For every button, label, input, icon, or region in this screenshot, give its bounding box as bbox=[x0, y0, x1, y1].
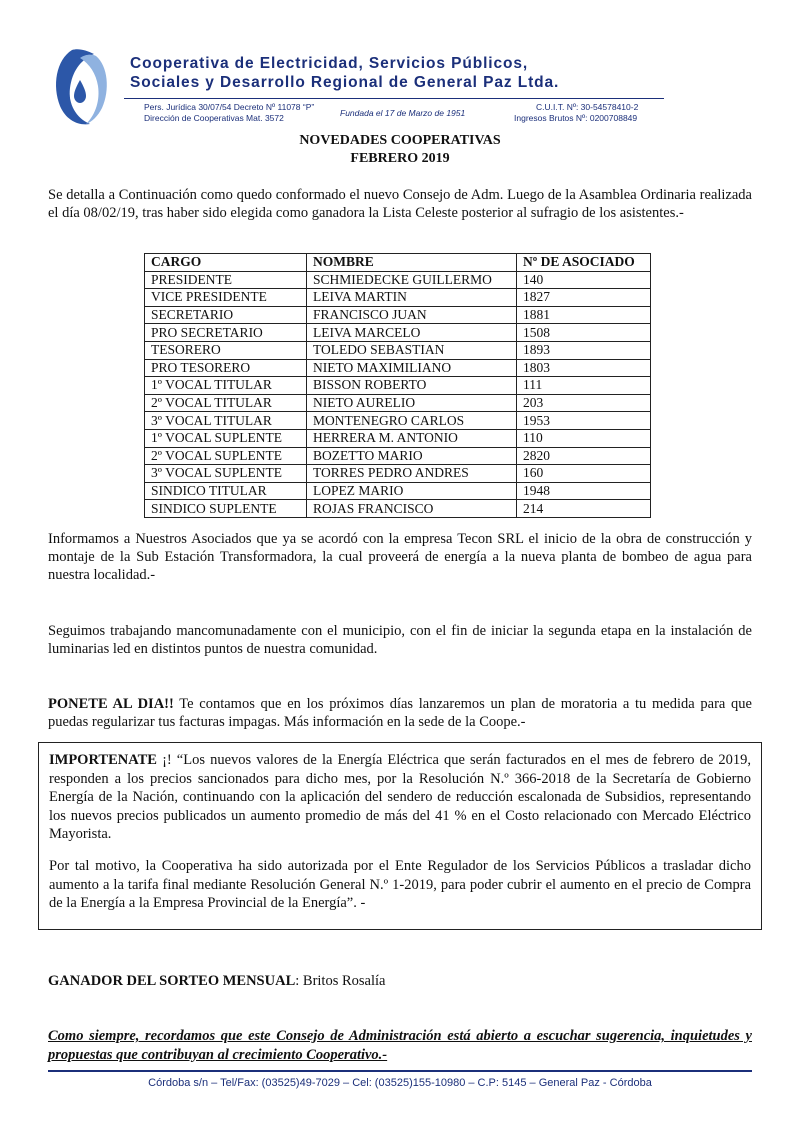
cargo-cell: PRESIDENTE bbox=[145, 271, 307, 289]
legal-info-line1: Pers. Jurídica 30/07/54 Decreto Nº 11078 “P” bbox=[144, 102, 315, 112]
moratoria-paragraph bbox=[48, 695, 752, 731]
table-row bbox=[145, 341, 651, 359]
cargo-cell: 1º VOCAL TITULAR bbox=[145, 377, 307, 395]
page-title: NOVEDADES COOPERATIVAS bbox=[299, 133, 501, 148]
cargo-cell: 2º VOCAL TITULAR bbox=[145, 394, 307, 412]
table-row bbox=[145, 465, 651, 483]
nombre-cell: HERRERA M. ANTONIO bbox=[307, 429, 517, 447]
org-name-line1: Cooperativa de Electricidad, Servicios Públicos, bbox=[130, 55, 529, 72]
table-row bbox=[145, 271, 651, 289]
cargo-cell: SECRETARIO bbox=[145, 306, 307, 324]
cooperative-logo-icon bbox=[50, 46, 112, 128]
council-table bbox=[144, 253, 651, 518]
nombre-cell: LEIVA MARTIN bbox=[307, 289, 517, 307]
founded-date: Fundada el 17 de Marzo de 1951 bbox=[340, 108, 466, 118]
nombre-cell: BISSON ROBERTO bbox=[307, 377, 517, 395]
cargo-cell: PRO TESORERO bbox=[145, 359, 307, 377]
nombre-cell: TOLEDO SEBASTIAN bbox=[307, 341, 517, 359]
cargo-cell: VICE PRESIDENTE bbox=[145, 289, 307, 307]
ingresos-brutos-number: Ingresos Brutos Nº: 0200708849 bbox=[514, 113, 638, 123]
nombre-cell: BOZETTO MARIO bbox=[307, 447, 517, 465]
nombre-cell: MONTENEGRO CARLOS bbox=[307, 412, 517, 430]
asociado-cell: 2820 bbox=[517, 447, 651, 465]
nombre-cell: ROJAS FRANCISCO bbox=[307, 500, 517, 518]
cargo-cell: TESORERO bbox=[145, 341, 307, 359]
asociado-cell: 140 bbox=[517, 271, 651, 289]
nombre-cell: NIETO MAXIMILIANO bbox=[307, 359, 517, 377]
org-name-line2: Sociales y Desarrollo Regional de General Paz Ltda. bbox=[130, 74, 560, 91]
asociado-cell: 214 bbox=[517, 500, 651, 518]
asociado-cell: 110 bbox=[517, 429, 651, 447]
intro-paragraph: Se detalla a Continuación como quedo conformado el nuevo Consejo de Adm. Luego de la Asamblea Ordinaria realizada el día 08/02/19, tras haber sido elegida como ganadora la Lista Celeste posterior al sufragio de los asistentes.- bbox=[48, 187, 752, 221]
asociado-cell: 203 bbox=[517, 394, 651, 412]
notice-text-1: ¡! “Los nuevos valores de la Energía Eléctrica que serán facturados en el mes de febrero de 2019, responden a los precios sancionados para dicho mes, por la Resolución N.º 366-2018 de la Secretaría de Gobierno Energía de la Nación, continuando con la aplicación del sendero de reducción escalonada de Subsidios, representando los nuevos precios publicados un aumento promedio de más del 41 % en el Costo relacionado con Mercado Eléctrico Mayorista. bbox=[49, 752, 751, 843]
asociado-cell: 1893 bbox=[517, 341, 651, 359]
footer-divider bbox=[48, 1070, 752, 1072]
moratoria-text: Te contamos que en los próximos días lanzaremos un plan de moratoria a tu medida para que puedas regularizar tus facturas impagas. Más información en la sede de la Coope.- bbox=[48, 696, 752, 730]
closing-statement: Como siempre, recordamos que este Consejo de Administración está abierto a escuchar sugerencia, inquietudes y propuestas que contribuyan al crecimiento Cooperativo.- bbox=[48, 1028, 752, 1063]
table-row bbox=[145, 394, 651, 412]
header-divider bbox=[124, 98, 664, 99]
table-row bbox=[145, 377, 651, 395]
asociado-cell: 111 bbox=[517, 377, 651, 395]
nombre-cell: NIETO AURELIO bbox=[307, 394, 517, 412]
winner-name: : Britos Rosalía bbox=[295, 973, 386, 989]
nombre-cell: LOPEZ MARIO bbox=[307, 482, 517, 500]
asociado-cell: 1803 bbox=[517, 359, 651, 377]
table-row bbox=[145, 500, 651, 518]
letterhead bbox=[0, 0, 800, 135]
asociado-cell: 1948 bbox=[517, 482, 651, 500]
winner-label: GANADOR DEL SORTEO MENSUAL bbox=[48, 973, 296, 989]
winner-paragraph bbox=[48, 972, 752, 990]
asociado-cell: 1953 bbox=[517, 412, 651, 430]
cargo-cell: SINDICO TITULAR bbox=[145, 482, 307, 500]
asociado-cell: 1508 bbox=[517, 324, 651, 342]
moratoria-lead: PONETE AL DIA!! bbox=[48, 696, 174, 712]
table-row bbox=[145, 429, 651, 447]
notice-paragraph-1 bbox=[49, 751, 751, 844]
luminarias-paragraph: Seguimos trabajando mancomunadamente con el municipio, con el fin de iniciar la segunda etapa en la instalación de luminarias led en distintos puntos de nuestra comunidad. bbox=[48, 623, 752, 657]
table-row bbox=[145, 447, 651, 465]
asociado-cell: 1827 bbox=[517, 289, 651, 307]
nombre-cell: TORRES PEDRO ANDRES bbox=[307, 465, 517, 483]
header-nombre: NOMBRE bbox=[307, 254, 517, 272]
cuit-number: C.U.I.T. Nº: 30-54578410-2 bbox=[536, 102, 639, 112]
table-row bbox=[145, 306, 651, 324]
table-row bbox=[145, 289, 651, 307]
notice-paragraph-2: Por tal motivo, la Cooperativa ha sido autorizada por el Ente Regulador de los Servicios Públicos a trasladar dicho aumento a la tarifa final mediante Resolución General N.º 1-2019, para poder cubrir el aumento en el precio de Compra de la Energía a la Empresa Provincial de la Energía”. - bbox=[49, 857, 751, 912]
table-header-row bbox=[145, 254, 651, 272]
cargo-cell: PRO SECRETARIO bbox=[145, 324, 307, 342]
nombre-cell: SCHMIEDECKE GUILLERMO bbox=[307, 271, 517, 289]
footer-contact: Córdoba s/n – Tel/Fax: (03525)49-7029 – Cel: (03525)155-10980 – C.P: 5145 – General Paz - Córdoba bbox=[148, 1077, 652, 1089]
header-asociado: Nº DE ASOCIADO bbox=[517, 254, 651, 272]
cargo-cell: 3º VOCAL TITULAR bbox=[145, 412, 307, 430]
cargo-cell: 3º VOCAL SUPLENTE bbox=[145, 465, 307, 483]
substation-paragraph: Informamos a Nuestros Asociados que ya se acordó con la empresa Tecon SRL el inicio de la obra de construcción y montaje de la Sub Estación Transformadora, la cual proveerá de energía a la nueva planta de bombeo de agua para nuestra localidad.- bbox=[48, 531, 752, 583]
page-subtitle: FEBRERO 2019 bbox=[350, 151, 450, 166]
cargo-cell: 1º VOCAL SUPLENTE bbox=[145, 429, 307, 447]
legal-info-line2: Dirección de Cooperativas Mat. 3572 bbox=[144, 113, 284, 123]
asociado-cell: 1881 bbox=[517, 306, 651, 324]
table-row bbox=[145, 324, 651, 342]
table-row bbox=[145, 412, 651, 430]
cargo-cell: SINDICO SUPLENTE bbox=[145, 500, 307, 518]
notice-box bbox=[38, 742, 762, 930]
table-row bbox=[145, 359, 651, 377]
notice-lead: IMPORTENATE bbox=[49, 752, 157, 768]
table-row bbox=[145, 482, 651, 500]
nombre-cell: FRANCISCO JUAN bbox=[307, 306, 517, 324]
cargo-cell: 2º VOCAL SUPLENTE bbox=[145, 447, 307, 465]
header-cargo: CARGO bbox=[145, 254, 307, 272]
asociado-cell: 160 bbox=[517, 465, 651, 483]
nombre-cell: LEIVA MARCELO bbox=[307, 324, 517, 342]
